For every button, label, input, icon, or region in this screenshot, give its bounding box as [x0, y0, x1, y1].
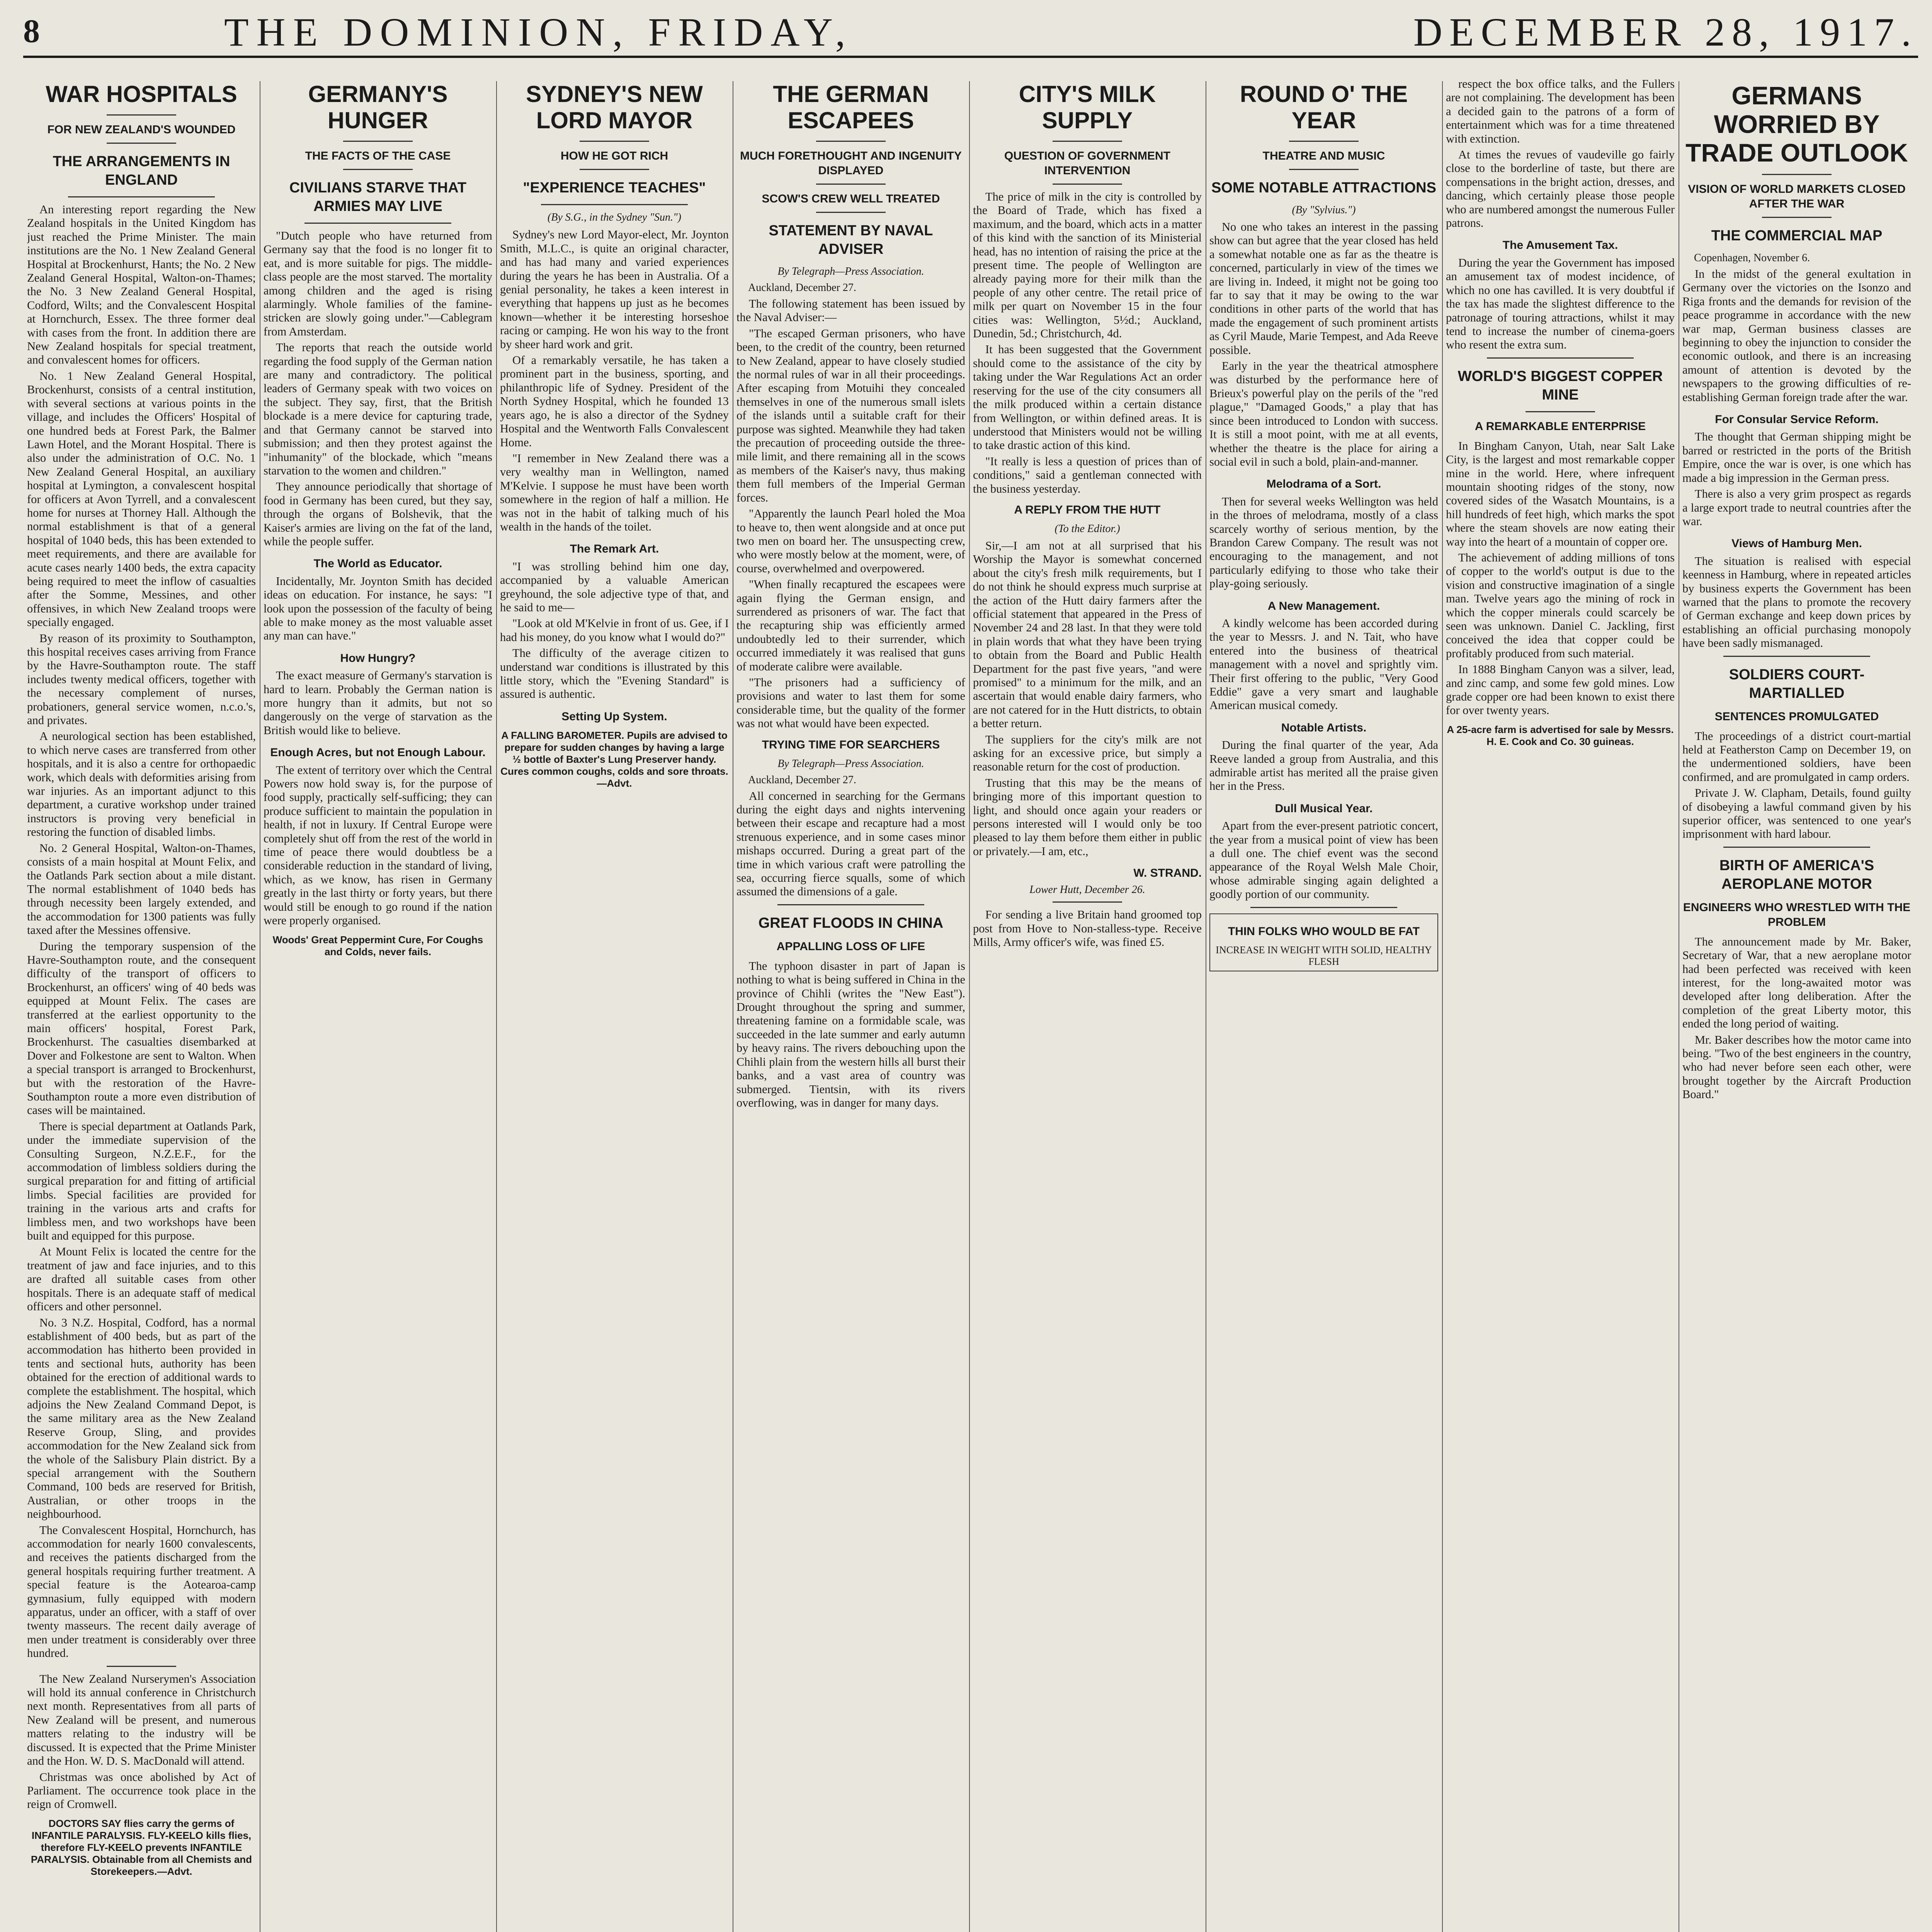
masthead-rule: [23, 56, 1918, 58]
subheading: The Remark Art.: [570, 543, 659, 556]
rule: [1053, 141, 1122, 142]
deck: QUESTION OF GOVERNMENT INTERVENTION: [1004, 150, 1171, 177]
article-body: [736, 789, 965, 899]
rule: [107, 114, 176, 116]
deck: APPALLING LOSS OF LIFE: [776, 940, 925, 953]
rule: [1762, 174, 1832, 175]
rule: [68, 196, 215, 197]
article-germanys-hunger: [264, 77, 492, 1932]
deck: VISION OF WORLD MARKETS CLOSED AFTER THE WAR: [1688, 183, 1906, 210]
article-body: [1682, 267, 1911, 650]
paragraph: A kindly welcome has been accorded during the year to Messrs. J. and N. Tait, who have entered into the business of theatrical management with a novel and sprightly vim. Their first offering to the public, "Very Good Eddie" gave a very smart and laughable American musical comedy.: [1209, 616, 1438, 712]
rule: [1289, 141, 1359, 142]
deck: SOME NOTABLE ATTRACTIONS: [1211, 180, 1436, 196]
deck: HOW HE GOT RICH: [560, 150, 668, 162]
article-milk-supply: [973, 77, 1202, 1932]
deck: ENGINEERS WHO WRESTLED WITH THE PROBLEM: [1683, 901, 1911, 929]
deck: SCOW'S CREW WELL TREATED: [762, 192, 940, 205]
headline: BIRTH OF AMERICA'S AEROPLANE MOTOR: [1719, 857, 1874, 892]
newspaper-title: THE DOMINION, FRIDAY,: [224, 10, 853, 54]
signature: W. STRAND.: [1133, 867, 1202, 880]
subheading: The World as Educator.: [313, 557, 442, 570]
paragraph: "It really is less a question of prices than of conditions," said a gentleman connected with the business yesterday.: [973, 454, 1202, 495]
paragraph: Mr. Baker describes how the motor came into being. "Two of the best engineers in the country, who had never before seen each other, were brought together by the Aircraft Production Board.": [1682, 1033, 1911, 1101]
masthead: [23, 9, 1918, 56]
deck: STATEMENT BY NAVAL ADVISER: [769, 223, 933, 257]
article-copper-mine: [1446, 77, 1675, 1932]
ad-deck: INCREASE IN WEIGHT WITH SOLID, HEALTHY FLESH: [1216, 944, 1432, 967]
paragraph: Apart from the ever-present patriotic concert, the year from a musical point of view has been a dull one. The chief event was the second appearance of the Royal Welsh Male Choir, whose admirable singing again delighted a goodly portion of our community.: [1209, 819, 1438, 901]
column-rule: [969, 81, 970, 1932]
dateline: Copenhagen, November 6.: [1694, 252, 1810, 264]
headline: ROUND O' THE YEAR: [1240, 81, 1408, 133]
subheading: Dull Musical Year.: [1275, 802, 1373, 815]
byline: (By S.G., in the Sydney "Sun."): [547, 211, 682, 223]
dateline: Auckland, December 27.: [748, 282, 856, 294]
paragraph: Early in the year the theatrical atmosphere was disturbed by the performance here of Brieux's powerful play on the perils of the "red plague," "Damaged Goods," a play that has since been introduced to London with success. It is still a moot point, with me at all events, whether the theatre is the place for airing a social evil in such a bold, plain-and-manner.: [1209, 359, 1438, 468]
paragraph: "The prisoners had a sufficiency of provisions and water to last them for some considerable time, but the quality of the former was not what would have been expected.: [736, 675, 965, 730]
headline: GERMANY'S HUNGER: [308, 81, 448, 133]
rule: [343, 141, 413, 142]
rule: [1289, 169, 1359, 170]
headline: WAR HOSPITALS: [46, 81, 237, 107]
paragraph: During the temporary suspension of the Havre-Southampton route, and the consequent difficulty of the transport of officers to Brockenhurst, an officers' wing of 40 beds was equipped at Mount Felix. The cases are transferred at the earliest opportunity to the main officers' hospital, Forest Park, Brockenhurst. The casualties disembarked at Dover and Folkestone are sent to Walton. When a special transport is arranged to Brockenhurst, but with the restoration of the Havre-Southampton route a more even distribution of cases will be maintained.: [27, 939, 256, 1117]
article-body: [1446, 77, 1675, 352]
rule: [304, 223, 451, 224]
subheading: How Hungry?: [340, 651, 416, 665]
column-rule: [1442, 81, 1443, 1932]
paragraph: "I remember in New Zealand there was a very wealthy man in Wellington, named M'Kelvie. I suppose he must have been worth somewhere in the region of half a million. He was not in the habit of talking much of his wealth in the hands of the toilet.: [500, 451, 729, 533]
rule: [1762, 217, 1832, 218]
article-round-the-year: [1209, 77, 1438, 1932]
deck: FOR NEW ZEALAND'S WOUNDED: [47, 123, 236, 136]
paragraph: A neurological section has been established, to which nerve cases are transferred from other hospitals, and it is also a centre for orthopaedic work, which deals with deformities arising from war injuries. As an important adjunct to this department, a curative workshop under trained instructors is proving very beneficial in restoring the function of disabled limbs.: [27, 730, 256, 839]
paragraph: Sir,—I am not at all surprised that his Worship the Mayor is somewhat concerned about the city's fresh milk requirements, but I do not think he should express much surprise at the action of the Hutt dairy farmers after the official statement that appeared in the Press of November 24 and 28 last. In that they were told in plain words that what they have been trying to obtain from the Board and Public Health Department for the past five years, "and were promised" to a minimum for the milk, and an ascertain that would enable dairy farmers, who are not catered for in the Hutt districts, to obtain a better return.: [973, 539, 1202, 730]
paragraph: They announce periodically that shortage of food in Germany has been cured, but they say, through the organs of Bolshevik, that the Kaiser's armies are living on the fat of the land, while the people suffer.: [264, 480, 492, 548]
subheadline: A REPLY FROM THE HUTT: [1014, 503, 1161, 516]
paragraph: The announcement made by Mr. Baker, Secretary of War, that a new aeroplane motor had been perfected was received with keen interest, for the long-awaited motor was developed after long deliberation. After the completion of the great Liberty motor, this ended the long period of waiting.: [1682, 935, 1911, 1031]
rule: [1723, 656, 1870, 657]
article-body: [500, 211, 729, 723]
paragraph: In the midst of the general exultation in Germany over the victories on the Isonzo and Riga fronts and the demands for revision of the peace programme in accordance with the new war map, German business classes are beginning to obey the injunction to consider the economic outlook, and there is an increasing amount of attention is devoted by the newspapers to the growing difficulties of re-establishing German foreign trade after the war.: [1682, 267, 1911, 404]
headline: SOLDIERS COURT-MARTIALLED: [1729, 666, 1865, 701]
paragraph: For sending a live Britain hand groomed top post from Hove to Non-stalless-type. Receive Mills, Army officer's wife, was fined £5.: [973, 908, 1202, 949]
rule: [1053, 901, 1122, 903]
advertisement: [1209, 913, 1438, 971]
rule: [1053, 184, 1122, 185]
paragraph: respect the box office talks, and the Fullers are not complaining. The development has been a decided gain to the patrons of a form of entertainment which was for a time threatened with extinction.: [1446, 77, 1675, 145]
rule: [343, 169, 413, 170]
issue-date: DECEMBER 28, 1917.: [1413, 10, 1918, 54]
paragraph: The exact measure of Germany's starvation is hard to learn. Probably the German nation is more hungry than it admits, but not so dangerously on the verge of starvation as the British would like to believe.: [264, 669, 492, 737]
article-body: [973, 190, 1202, 496]
rule: [107, 1666, 176, 1667]
paragraph: The New Zealand Nurserymen's Association will hold its annual conference in Christchurch next month. Representatives from all parts of New Zealand will be present, and numerous matters relating to the industry will be discussed. It is expected that the Prime Minister and the Hon. W. D. S. MacDonald will attend.: [27, 1672, 256, 1768]
paragraph: No. 3 N.Z. Hospital, Codford, has a normal establishment of 400 beds, but as part of the accommodation has hitherto been provided in tents and sectional huts, authority has been obtained for the erection of additional wards to complete the establishment. The hospital, which adjoins the New Zealand Command Depot, is the same military area as the New Zealand Reserve Group, Sling, and provides accommodation for the New Zealand sick from the whole of the Salisbury Plain district. By a special arrangement with the Southern Command, 100 beds are reserved for British, Australian, or other troops in the neighbourhood.: [27, 1316, 256, 1521]
page-number: 8: [23, 12, 40, 49]
rule: [1526, 411, 1595, 412]
deck: THE FACTS OF THE CASE: [305, 150, 451, 162]
article-germans-trade: [1682, 77, 1911, 1932]
paragraph: At Mount Felix is located the centre for the treatment of jaw and face injuries, and to this are drafted all suitable cases from other hospitals. There is an adequate staff of medical officers and other personnel.: [27, 1245, 256, 1313]
article-body: [264, 229, 492, 928]
headline: CITY'S MILK SUPPLY: [1019, 81, 1156, 133]
article-body: [1446, 439, 1675, 718]
subheading: The Amusement Tax.: [1502, 239, 1618, 252]
paragraph: No. 2 General Hospital, Walton-on-Thames, consists of a main hospital at Mount Felix, and the Oatlands Park section about a mile distant. The normal establishment of 1040 beds has through necessity been largely extended, and the accommodation for 1300 patients was fully taxed after the Messines offensive.: [27, 841, 256, 937]
rule: [1250, 907, 1397, 908]
paragraph: There is also a very grim prospect as regards a large export trade to neutral countries after the war.: [1682, 487, 1911, 528]
rule: [580, 141, 649, 142]
paragraph: The thought that German shipping might be barred or restricted in the ports of the British Empire, once the war is over, is one which has made a big impression in the German press.: [1682, 430, 1911, 485]
paragraph: The following statement has been issued by the Naval Adviser:—: [736, 297, 965, 324]
article-body: [736, 959, 965, 1110]
article-body: [1682, 935, 1911, 1102]
signature-place: Lower Hutt, December 26.: [1029, 884, 1145, 896]
article-body: [973, 908, 1202, 949]
paragraph: In Bingham Canyon, Utah, near Salt Lake City, is the largest and most remarkable copper mine in the world. Here, where infrequent mountain shooting ridges of the stony, now covered sides of the Wasatch Mountains, is a hill hundreds of feet high, which marks the spot where the steam shovels are now eating their way into the heart of a mountain of copper ore.: [1446, 439, 1675, 548]
rule: [1723, 847, 1870, 848]
paragraph: The extent of territory over which the Central Powers now hold sway is, for the purpose of food supply, practically self-sufficing; they can produce sufficient to maintain the population in health, if not in luxury. If Central Europe were completely shut off from the rest of the world in time of peace there would doubtless be a considerable reduction in the standard of living, which, as we know, has risen in Germany greatly in the last thirty or forty years, but there would still be enough to go round if the nation were properly organised.: [264, 763, 492, 927]
paragraph: Sydney's new Lord Mayor-elect, Mr. Joynton Smith, M.L.C., is quite an original character, and has had many and varied experiences during the years he has been in Australia. Of a genial personality, he takes a keen interest in everything that happens up just as he becomes known—whether it be interesting horseshoe racing or camping. He won his way to the front by sheer hard work and grit.: [500, 228, 729, 351]
subheading: Setting Up System.: [561, 710, 667, 723]
paragraph: The Convalescent Hospital, Hornchurch, has accommodation for nearly 1600 convalescents, and receives the patients discharged from the general hospitals requiring further treatment. A special feature is the Aotearoa-camp gymnasium, fully equipped with modern apparatus, under an officer, with a staff of over twenty masseurs. The recent daily average of men under treatment is considerably over three hundred.: [27, 1523, 256, 1660]
headline: GREAT FLOODS IN CHINA: [758, 915, 944, 931]
article-body: [1682, 730, 1911, 841]
deck: THE COMMERCIAL MAP: [1711, 228, 1883, 244]
paragraph: No. 1 New Zealand General Hospital, Brockenhurst, consists of a central institution, with several sections at various points in the village, and includes the Officers' Hospital of one hundred beds at Forest Park, the Balmer Lawn Hotel, and the Morant Hospital. There is also under the administration of O.C. No. 1 New Zealand General Hospital, an auxiliary hospital at Lymington, a convalescent hospital for officers at Avon Tyrrell, and a convalescent home for nurses at Thorney Hall. Although the normal establishment is that of a general hospital of 1040 beds, this has been extended to meet requirements, and there are available for acute cases nearly 1400 beds, the extra capacity being required to meet the inflow of casualties after the Somme, Messines, and other offensives, in which New Zealand troops were specially engaged.: [27, 369, 256, 629]
paragraph: The price of milk in the city is controlled by the Board of Trade, which has fixed a maximum, and the board, which acts in a matter of this kind with the sanction of its Ministerial head, has no intention of raising the price at the present time. The people of Wellington are already paying more for their milk than the people of any other centre. The retail price of milk per quart on November 15 in the four cities was: Wellington, 5½d.; Auckland, Dunedin, 5d.; Christchurch, 4d.: [973, 190, 1202, 340]
rule: [580, 169, 649, 170]
paragraph: At times the revues of vaudeville go fairly close to the borderline of taste, but there are compensations in the bright action, dresses, and dancing, which certainly please those people who are numbered amongst the numerous Fuller patrons.: [1446, 148, 1675, 230]
subheading: Melodrama of a Sort.: [1266, 478, 1381, 491]
paragraph: Then for several weeks Wellington was held in the throes of melodrama, mostly of a class scarcely worthy of serious mention, by the Brandon Carew Company. The result was not encouraging to the management, and not particularly edifying to those who take their play-going seriously.: [1209, 495, 1438, 590]
paragraph: "I was strolling behind him one day, accompanied by a valuable American greyhound, the sole adjective type of that, and he said to me—: [500, 560, 729, 614]
deck: "EXPERIENCE TEACHES": [523, 180, 706, 196]
paragraph: There is special department at Oatlands Park, under the immediate supervision of the Consulting Surgeon, N.Z.E.F., for the accommodation of limbless soldiers during the surgical preparation for and fitting of artificial limbs. Special facilities are provided for training in the various arts and crafts for limbless men, and two workshops have been built and equipped for this purpose.: [27, 1119, 256, 1243]
deck: THE ARRANGEMENTS IN ENGLAND: [53, 153, 230, 188]
letter-body: [973, 539, 1202, 858]
paragraph: No one who takes an interest in the passing show can but agree that the year closed has held a somewhat notable one as far as the theatre is concerned, particularly in view of the times we are living in. Indeed, it might not be going too far to say that it may be owing to the war conditions in other parts of the world that has made the engagement of such prominent artists as Cyril Maude, Marie Tempest, and Ada Reeve possible.: [1209, 220, 1438, 357]
ad-heading: THIN FOLKS WHO WOULD BE FAT: [1228, 925, 1420, 938]
paragraph: The difficulty of the average citizen to understand war conditions is illustrated by this little story, which the "Evening Standard" is assured is authentic.: [500, 646, 729, 701]
byline: (To the Editor.): [1054, 522, 1120, 535]
paragraph: The reports that reach the outside world regarding the food supply of the German nation are many and contradictory. The political leaders of Germany speak with two voices on the subject. They say, first, that the British blockade is a mere device for capturing trade, and that Germany cannot be starved into submission; and then they protest against the "inhumanity" of the blockade, which "means starvation to the women and children.": [264, 341, 492, 477]
column-rule: [496, 81, 497, 1932]
paragraph: The proceedings of a district court-martial held at Featherston Camp on December 19, on the undermentioned soldiers, have been confirmed, and are promulgated in camp orders.: [1682, 729, 1911, 784]
deck: CIVILIANS STARVE THAT ARMIES MAY LIVE: [289, 180, 467, 214]
paragraph: The typhoon disaster in part of Japan is nothing to what is being suffered in China in the province of Chihli (writes the "New East"). Drought throughout the spring and summer, threatening famine on a formidable scale, was succeeded in the late summer and early autumn by heavy rains. The rivers debouching upon the Chihli plain from the western hills all burst their banks, and a vast area of country was submerged. Tientsin, with its rivers overflowing, was in danger for many days.: [736, 959, 965, 1109]
article-german-escapees: [736, 77, 965, 1932]
article-body: [1209, 220, 1438, 901]
paragraph: The suppliers for the city's milk are not asking for an excessive price, but simply a reasonable return for the cost of production.: [973, 733, 1202, 774]
paragraph: "When finally recaptured the escapees were again flying the German ensign, and surrendered as prisoners of war. The fact that the recapturing ship was efficiently armed undoubtedly led to their surrender, which occurred immediately it was realised that guns of moderate calibre were available.: [736, 578, 965, 673]
rule: [816, 212, 886, 213]
byline: By Telegraph—Press Association.: [777, 757, 924, 770]
paragraph: During the year the Government has imposed an amusement tax of modest incidence, of which no one has cavilled. It is very doubtful if the tax has made the slightest difference to the patronage of touring attractions, whilst it may tend to increase the number of cinema-goers who resent the extra sum.: [1446, 256, 1675, 352]
rule: [816, 141, 886, 142]
article-war-hospitals: [27, 77, 256, 1932]
rule: [107, 143, 176, 144]
deck: SENTENCES PROMULGATED: [1714, 710, 1879, 723]
rule: [1487, 357, 1634, 359]
subheading: A New Management.: [1267, 599, 1380, 612]
byline: (By "Sylvius."): [1292, 204, 1356, 216]
headline: WORLD'S BIGGEST COPPER MINE: [1458, 368, 1663, 403]
paragraph: Private J. W. Clapham, Details, found guilty of disobeying a lawful command given by his superior officer, was sentenced to one year's imprisonment with hard labour.: [1682, 786, 1911, 841]
paragraph: The situation is realised with especial keenness in Hamburg, where in repeated articles by business experts the Government has been warned that the plans to promote the recovery of German exchange and keep down prices by establishing an official purchasing monopoly have been sadly mismanaged.: [1682, 554, 1911, 650]
paragraph: Trusting that this may be the means of bringing more of this important question to light, and should once again your readers or persons interested will I would only be too pleased to lay them before them either in public or privately.—I am, etc.,: [973, 776, 1202, 858]
paragraph: Christmas was once abolished by Act of Parliament. The occurrence took place in the reign of Cromwell.: [27, 1770, 256, 1811]
paragraph: In 1888 Bingham Canyon was a silver, lead, and zinc camp, and some few gold mines. Low grade copper ore had been known to exist there for over twenty years.: [1446, 663, 1675, 717]
rule: [816, 184, 886, 185]
paragraph: It has been suggested that the Government should come to the assistance of the city by taking under the War Regulations Act an order reserving for the use of the city consumers all the milk produced within a certain distance from Wellington, or within defined areas. It is understood that Ministers would not be willing to take drastic action of this kind.: [973, 343, 1202, 452]
article-body: [27, 203, 256, 1811]
paragraph: "The escaped German prisoners, who have been, to the credit of the country, been returned to New Zealand, appear to have closely studied the normal rules of war in all their proceedings. After escaping from Motuihi they concealed themselves in one of the numerous small islets of the islands until a suitable craft for their purpose was sighted. Meanwhile they had taken the precaution of proceeding outside the three-mile limit, and there remaining all in the scows as members of the Kaiser's navy, thus making them full members of the Imperial German forces.: [736, 327, 965, 504]
dateline: Auckland, December 27.: [748, 774, 856, 786]
paragraph: By reason of its proximity to Southampton, this hospital receives cases arriving from France by the Havre-Southampton route. The staff includes twenty medical officers, together with the necessary complement of nurses, probationers, general service women, n.c.o.'s, and privates.: [27, 631, 256, 727]
subheading: Views of Hamburg Men.: [1731, 537, 1862, 550]
advertisement: A FALLING BAROMETER. Pupils are advised to prepare for sudden changes by having a large ½ bottle of Baxter's Lung Preserver handy. Cures common coughs, colds and sore throats.—Advt.: [500, 730, 728, 789]
subheadline: TRYING TIME FOR SEARCHERS: [762, 738, 940, 751]
paragraph: Incidentally, Mr. Joynton Smith has decided ideas on education. For instance, he says: "I look upon the possession of the faculty of being able to make money as the most valuable asset any man can have.": [264, 574, 492, 643]
rule: [541, 204, 688, 205]
deck: A REMARKABLE ENTERPRISE: [1475, 420, 1646, 433]
headline: THE GERMAN ESCAPEES: [773, 81, 929, 133]
paragraph: An interesting report regarding the New Zealand hospitals in the United Kingdom has just reached the Prime Minister. The main institutions are the No. 1 New Zealand General Hospital at Brockenhurst, Hants; the No. 2 New Zealand General Hospital, Walton-on-Thames; the No. 3 New Zealand General Hospital, Codford, Wilts; and the Convalescent Hospital at Hornchurch, Essex. The three former deal with cases from the front. In addition there are New Zealand hospitals for special treatment, and convalescent homes for officers.: [27, 203, 256, 367]
paragraph: The achievement of adding millions of tons of copper to the world's output is due to the vision and constructive imagination of a single man. Twelve years ago the mining of rock in which the copper minerals could scarcely be seen was unknown. Daniel C. Jackling, first conceived the idea that copper could be profitably produced from such material.: [1446, 551, 1675, 660]
deck: THEATRE AND MUSIC: [1262, 150, 1385, 162]
headline: GERMANS WORRIED BY TRADE OUTLOOK: [1685, 81, 1908, 167]
article-body: [736, 297, 965, 731]
paragraph: All concerned in searching for the Germans during the eight days and nights intervening between their escape and recapture had a most strenuous experience, and in some cases minor mishaps occurred. During a great part of the time in which various craft were patrolling the sea, occurring fierce squalls, some of which assumed the dimensions of a gale.: [736, 789, 965, 898]
advertisement: A 25-acre farm is advertised for sale by Messrs. H. E. Cook and Co. 30 guineas.: [1447, 723, 1674, 747]
subheading: Enough Acres, but not Enough Labour.: [270, 746, 486, 759]
paragraph: Of a remarkably versatile, he has taken a prominent part in the business, sporting, and philanthropic life of Sydney. President of the North Sydney Hospital, which he founded 13 years ago, he is also a director of the Sydney Hospital and the Wentworth Falls Convalescent Home.: [500, 354, 729, 449]
paragraph: During the final quarter of the year, Ada Reeve landed a group from Australia, and this admirable artist has merited all the praise given her in the Press.: [1209, 738, 1438, 793]
advertisement: Woods' Great Peppermint Cure, For Coughs and Colds, never fails.: [272, 934, 483, 957]
subheading: For Consular Service Reform.: [1715, 413, 1879, 426]
rule: [777, 904, 924, 905]
article-sydney-lord-mayor: [500, 77, 729, 1932]
paragraph: "Look at old M'Kelvie in front of us. Gee, if I had his money, do you know what I would do?": [500, 617, 729, 644]
paragraph: "Apparently the launch Pearl holed the Moa to heave to, then went alongside and at once put two men on board her. The unsuspecting crew, who were mostly below at the moment, were, of course, overwhelmed and overpowered.: [736, 507, 965, 575]
headline: SYDNEY'S NEW LORD MAYOR: [526, 81, 703, 133]
deck: MUCH FORETHOUGHT AND INGENUITY DISPLAYED: [740, 150, 962, 177]
paragraph: "Dutch people who have returned from Germany say that the food is no longer fit to eat, and is more suitable for pigs. The middle-class people are the most starved. The mortality among children and the aged is rising alarmingly. Whole families of the famine-stricken are slowly going under."—Cablegram from Amsterdam.: [264, 229, 492, 338]
advertisement: DOCTORS SAY flies carry the germs of INFANTILE PARALYSIS. FLY-KEELO kills flies, therefore FLY-KEELO prevents INFANTILE PARALYSIS. Obtainable from all Chemists and Storekeepers.—Advt.: [31, 1817, 252, 1877]
byline: By Telegraph—Press Association.: [777, 265, 924, 277]
subheading: Notable Artists.: [1281, 721, 1367, 734]
